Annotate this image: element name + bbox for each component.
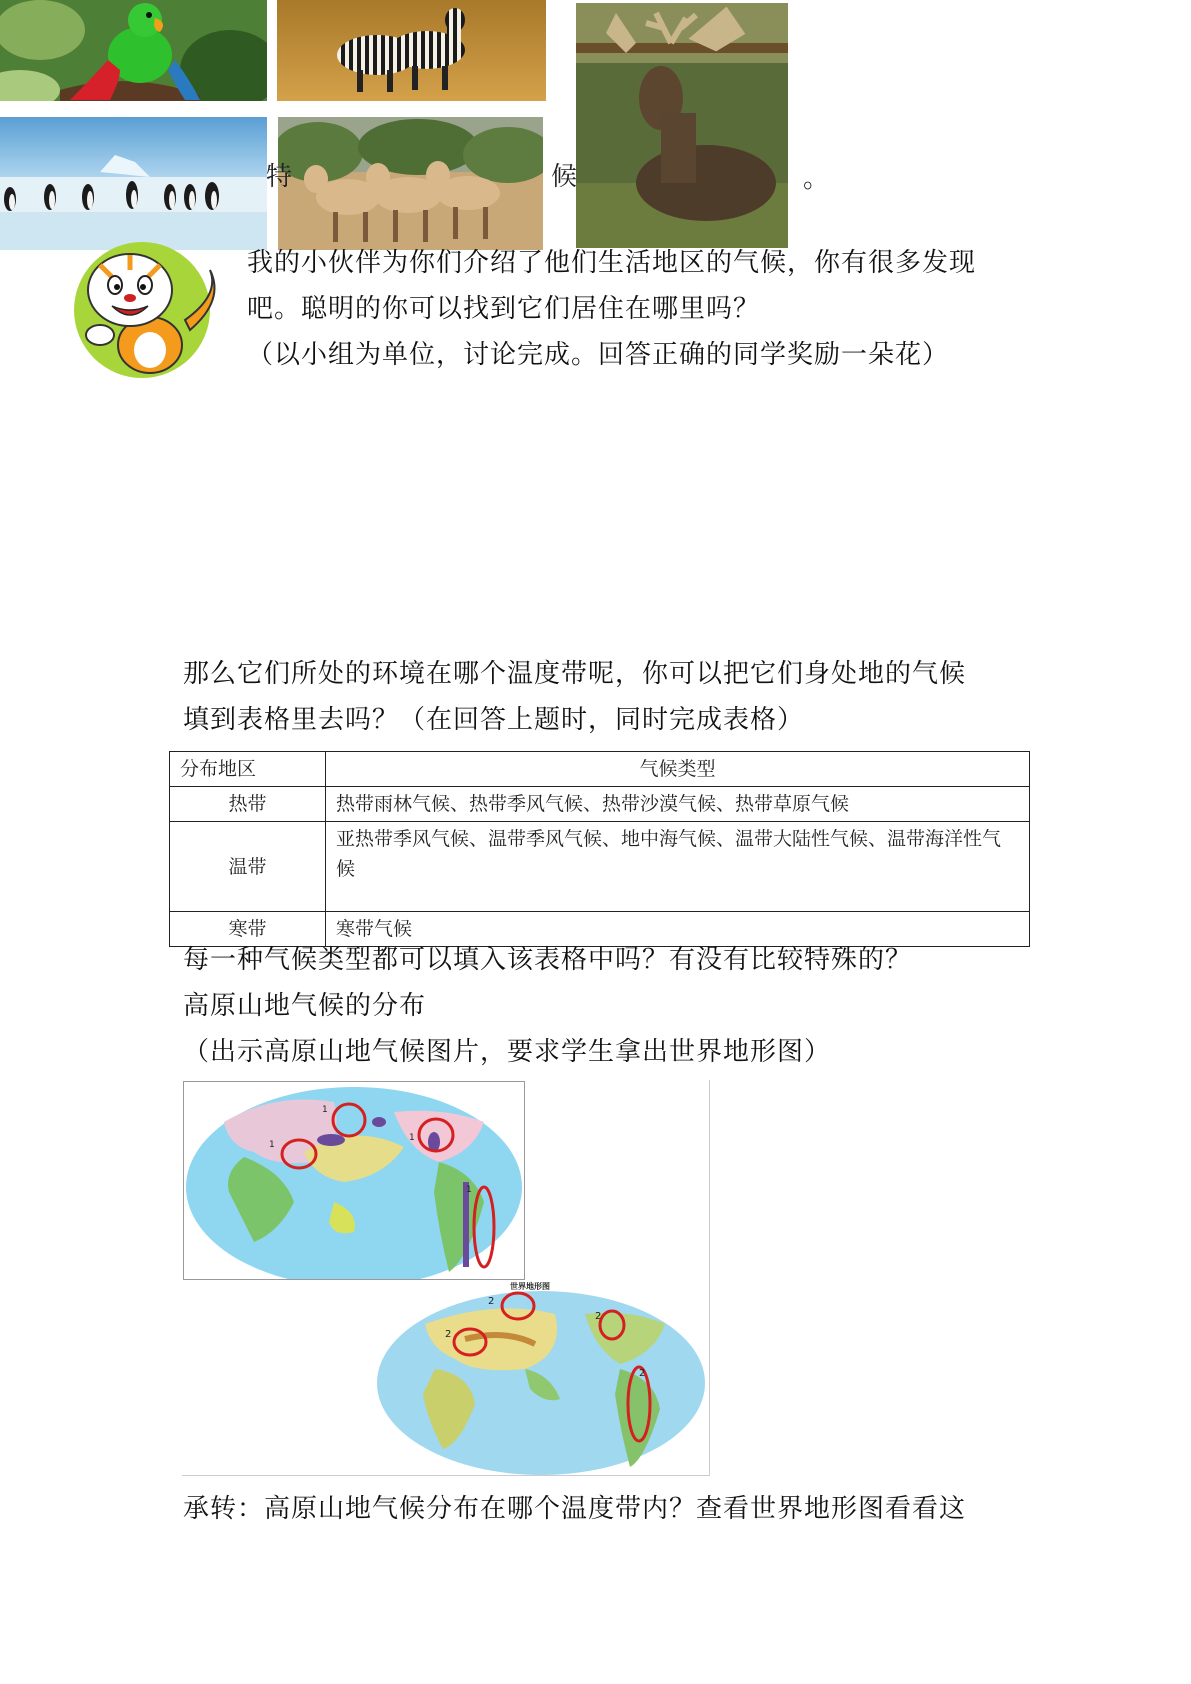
map-marker-label: 1 xyxy=(269,1140,275,1150)
terrain-map xyxy=(375,1279,708,1476)
intro-line-3: （以小组为单位，讨论完成。回答正确的同学奖励一朵花） xyxy=(247,340,950,370)
penguin-photo xyxy=(0,117,267,250)
intro-line-2: 吧。聪明的你可以找到它们居住在哪里吗？ xyxy=(247,294,761,324)
map-marker-label: 1 xyxy=(466,1185,472,1195)
tiger-mascot-icon xyxy=(60,240,228,378)
table-row xyxy=(170,822,1030,912)
table-cell-zone: 寒带 xyxy=(170,912,326,947)
question-line-2: 填到表格里去吗？（在回答上题时，同时完成表格） xyxy=(183,705,805,735)
table-row xyxy=(170,787,1030,822)
transition-line-1: 承转：高原山地气候分布在哪个温度带内？查看世界地形图看看这 xyxy=(183,1494,967,1524)
table-cell-climates: 亚热带季风气候、温带季风气候、地中海气候、温带大陆性气候、温带海洋性气候 xyxy=(326,822,1030,912)
parrot-photo xyxy=(0,0,267,101)
map-marker-label: 2 xyxy=(445,1329,452,1340)
terrain-map-title: 世界地形图 xyxy=(510,1282,550,1291)
intro-line-1: 我的小伙伴为你们介绍了他们生活地区的气候，你有很多发现 xyxy=(247,248,977,278)
table-cell-zone: 热带 xyxy=(170,787,326,822)
after-table-line-2: 高原山地气候的分布 xyxy=(183,991,427,1021)
wild-donkey-photo xyxy=(278,117,543,250)
table-header: 气候类型 xyxy=(326,752,1030,787)
map-marker-label: 1 xyxy=(409,1133,415,1143)
table-header-row xyxy=(170,752,1030,787)
after-table-line-3: （出示高原山地气候图片，要求学生拿出世界地形图） xyxy=(183,1037,832,1067)
after-table-line-1: 每一种气候类型都可以填入该表格中吗？有没有比较特殊的？ xyxy=(183,945,913,975)
partial-text-fragment: 候 xyxy=(551,162,578,192)
table-cell-climates: 寒带气候 xyxy=(326,912,1030,947)
map-marker-label: 2 xyxy=(488,1296,495,1307)
table-cell-climates: 热带雨林气候、热带季风气候、热带沙漠气候、热带草原气候 xyxy=(326,787,1030,822)
table-cell-zone: 温带 xyxy=(170,822,326,912)
map-marker-label: 1 xyxy=(322,1105,328,1115)
map-marker-label: 2 xyxy=(595,1311,602,1322)
question-line-1: 那么它们所处的环境在哪个温度带呢，你可以把它们身处地的气候 xyxy=(183,659,967,689)
climate-map xyxy=(183,1081,525,1280)
table-header: 分布地区 xyxy=(170,752,326,787)
deer-photo xyxy=(576,3,788,248)
map-marker-label: 2 xyxy=(639,1368,646,1379)
partial-text-fragment: 特 xyxy=(266,162,293,192)
zebra-photo xyxy=(277,0,546,101)
partial-text-end-mark: 。 xyxy=(803,164,830,194)
climate-zone-table xyxy=(169,751,1030,947)
